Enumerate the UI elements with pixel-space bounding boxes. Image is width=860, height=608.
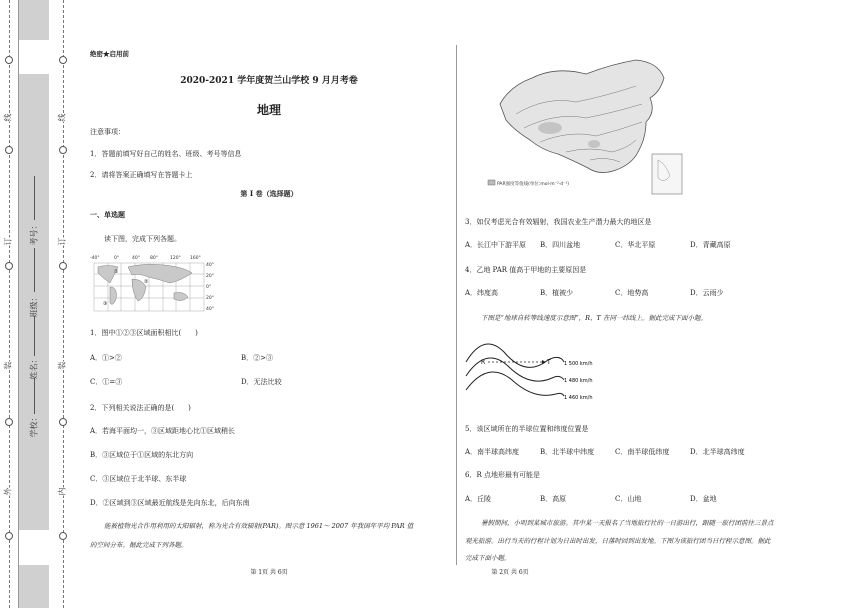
region-mark: ③ <box>103 301 108 307</box>
question-2-option-a[interactable]: A．若海平面均一，③区域距地心比①区域稍长 <box>90 427 236 435</box>
point-r: R <box>481 359 486 366</box>
question-3-stem: 3．如仅考虑光合有效辐射，我国农业生产潜力最大的地区是 <box>465 218 652 226</box>
map-tick: 20° <box>206 296 214 301</box>
field-line-class[interactable] <box>34 248 35 292</box>
binding-label-order-inner: 订 <box>57 237 67 246</box>
region-mark: ② <box>144 279 149 285</box>
field-school: 学校： <box>29 413 39 438</box>
part-title: 一、单选题 <box>90 210 125 219</box>
page-number-right: 第 2页 共 6页 <box>491 569 529 576</box>
binding-label-line-inner: 线 <box>57 113 67 122</box>
world-grid-map <box>88 253 218 317</box>
field-exam-number: 考号： <box>29 221 39 246</box>
speed-label: 1 480 km/h <box>564 378 593 384</box>
field-line-name[interactable] <box>34 316 35 356</box>
question-1-option-d[interactable]: D．无法比较 <box>241 378 282 386</box>
binding-hole <box>59 56 67 64</box>
binding-hole <box>59 532 67 540</box>
final-text-line: 观光旅游。出行当天的行程计划为日出时出发，日落时回到出发地。下图为该旅行团当日行程示意图。据此 <box>465 537 771 545</box>
question-5-option-a[interactable]: A．南半球高纬度 <box>465 448 520 456</box>
par-intro-line: 能被植物光合作用利用的太阳辐射，称为光合有效辐射(PAR)。图示意 1961～ 2007 年我国年平均 PAR 值 <box>104 522 414 530</box>
question-4-option-c[interactable]: C．地势高 <box>615 289 649 297</box>
question-3-option-b[interactable]: B．四川盆地 <box>540 241 581 249</box>
notice-item: 2．请将答案正确填写在答题卡上 <box>90 171 193 179</box>
question-5-option-b[interactable]: B．北半球中纬度 <box>540 448 595 456</box>
subject-title: 地理 <box>256 103 281 117</box>
question-1-option-c[interactable]: C．①=③ <box>90 378 123 386</box>
map-tick: 0° <box>114 256 120 261</box>
binding-label-install: 装 <box>3 361 13 370</box>
section-title: 第 I 卷（选择题） <box>240 189 298 198</box>
secret-label: 绝密★启用前 <box>90 50 129 58</box>
binding-gray-top <box>19 0 49 40</box>
page-divider <box>456 45 457 565</box>
page-number-left: 第 1页 共 6页 <box>250 569 288 576</box>
question-1-stem: 1．图中①②③区域面积相比( ) <box>90 329 198 337</box>
question-intro: 读下图，完成下列各题。 <box>104 235 181 243</box>
question-1-option-a[interactable]: A．①>② <box>90 354 122 362</box>
binding-gray-bottom <box>19 565 49 608</box>
question-2-option-b[interactable]: B．③区域位于①区域的东北方向 <box>90 451 194 459</box>
question-6-option-a[interactable]: A．丘陵 <box>465 495 492 503</box>
binding-label-line: 线 <box>3 113 13 122</box>
point-t: T <box>547 359 551 366</box>
question-6-option-c[interactable]: C．山地 <box>615 495 642 503</box>
question-5-option-c[interactable]: C．南半球低纬度 <box>615 448 670 456</box>
rotation-speed-diagram <box>464 330 624 408</box>
field-line-school[interactable] <box>34 378 35 414</box>
map-tick: 40° <box>132 256 140 261</box>
cut-line-outer <box>9 0 10 608</box>
binding-label-outer: 外 <box>3 487 13 496</box>
binding-label-inner: 内 <box>57 487 67 496</box>
question-3-option-d[interactable]: D．青藏高原 <box>690 241 731 249</box>
question-3-option-c[interactable]: C．华北平原 <box>615 241 656 249</box>
field-line-exam-number[interactable] <box>34 176 35 220</box>
notice-item: 1．答题前填写好自己的姓名、班级、考号等信息 <box>90 150 242 158</box>
map-tick: 120° <box>170 256 181 261</box>
china-par-map <box>486 56 692 200</box>
map-tick: 40° <box>206 307 214 312</box>
notice-title: 注意事项： <box>90 128 125 136</box>
question-1-option-b[interactable]: B．②>③ <box>241 354 274 362</box>
binding-hole <box>5 262 13 270</box>
question-4-stem: 4．乙地 PAR 值高于甲地的主要原因是 <box>465 266 587 274</box>
map-tick: 20° <box>206 274 214 279</box>
question-6-option-d[interactable]: D．盆地 <box>690 495 717 503</box>
region-mark: ① <box>114 269 119 275</box>
speed-label: 1 500 km/h <box>564 361 593 367</box>
exam-title: 2020-2021 学年度贺兰山学校 9 月月考卷 <box>180 76 358 86</box>
binding-hole <box>5 56 13 64</box>
par-intro-line: 的空间分布。据此完成下列各题。 <box>90 541 188 549</box>
binding-hole <box>59 262 67 270</box>
question-3-option-a[interactable]: A．长江中下游平原 <box>465 241 527 249</box>
map-tick: 0° <box>206 285 212 290</box>
map-tick: 40° <box>206 263 214 268</box>
question-2-option-c[interactable]: C．③区域位于北半球、东半球 <box>90 475 187 483</box>
field-class: 班级： <box>29 293 39 318</box>
final-text-line: 暑假期间，小明到某城市旅游。其中某一天报名了当地旅行社的一日游出行，跟随一旅行团前往三景点 <box>481 519 774 527</box>
map-tick: 160° <box>190 256 201 261</box>
binding-hole <box>5 418 13 426</box>
final-text-line: 完成下面小题。 <box>465 554 511 562</box>
question-6-option-b[interactable]: B．高原 <box>540 495 567 503</box>
map-legend: PAR强度等值线(单位:mol·m⁻²·d⁻¹) <box>497 182 570 187</box>
wave-intro: 下图是“地球自转等线速度示意图”，R、T 在同一纬线上。据此完成下面小题。 <box>481 314 707 322</box>
question-2-option-d[interactable]: D．②区域到③区域最近航线是先向东北，后向东南 <box>90 499 250 507</box>
question-4-option-b[interactable]: B．植被少 <box>540 289 574 297</box>
field-name: 姓名： <box>29 355 39 380</box>
cut-line-inner <box>63 0 64 608</box>
question-4-option-a[interactable]: A．纬度高 <box>465 289 499 297</box>
question-4-option-d[interactable]: D．云雨少 <box>690 289 724 297</box>
binding-label-order: 订 <box>3 237 13 246</box>
map-tick: 80° <box>150 256 158 261</box>
binding-hole <box>59 146 67 154</box>
binding-hole <box>59 418 67 426</box>
binding-label-install-inner: 装 <box>57 361 67 370</box>
binding-hole <box>5 532 13 540</box>
question-5-stem: 5．该区域所在的半球位置和纬度位置是 <box>465 425 589 433</box>
question-5-option-d[interactable]: D．北半球高纬度 <box>690 448 745 456</box>
question-6-stem: 6．R 点地形最有可能是 <box>465 471 540 479</box>
speed-label: 1 460 km/h <box>564 395 593 401</box>
map-tick: -40° <box>90 256 100 261</box>
question-2-stem: 2．下列相关说法正确的是( ) <box>90 404 191 412</box>
binding-hole <box>5 146 13 154</box>
